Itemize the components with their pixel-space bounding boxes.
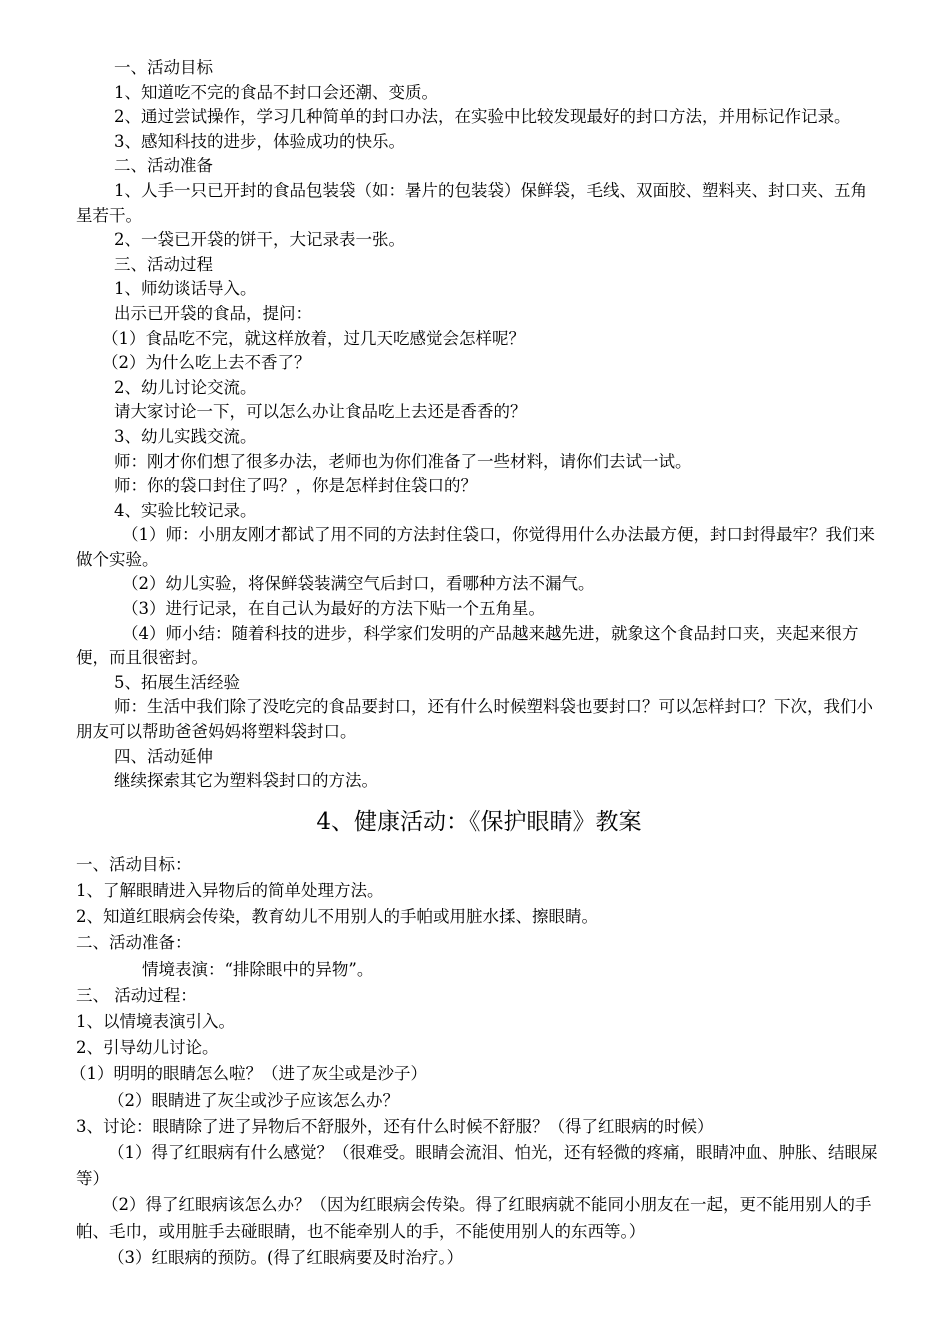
paragraph: 2、知道红眼病会传染，教育幼儿不用别人的手帕或用脏水揉、擦眼睛。: [76, 907, 598, 927]
heading-goals: 一、活动目标: [114, 58, 213, 77]
paragraph: 3、幼儿实践交流。: [114, 426, 257, 446]
heading-goals: 一、活动目标：: [76, 854, 192, 874]
heading-process: 三、 活动过程：: [76, 985, 197, 1005]
section-eye-protection: [70, 852, 882, 1271]
paragraph: （4）师小结：随着科技的进步，科学家们发明的产品越来越先进，就象这个食品封口夹，夹起来很方便，而且很密封。: [76, 623, 859, 668]
paragraph: 情境表演：“排除眼中的异物”。: [142, 959, 374, 979]
document-body: [70, 56, 882, 1271]
paragraph: 1、了解眼睛进入异物后的简单处理方法。: [76, 881, 384, 901]
paragraph: 请大家讨论一下，可以怎么办让食品吃上去还是香香的？: [114, 402, 527, 422]
paragraph: （3）红眼病的预防。(得了红眼病要及时治疗。）: [108, 1247, 464, 1267]
paragraph: 师：生活中我们除了没吃完的食品要封口，还有什么时候塑料袋也要封口？可以怎样封口？下次，我们小朋友可以帮助爸爸妈妈将塑料袋封口。: [76, 697, 873, 742]
paragraph: 3、感知科技的进步，体验成功的快乐。: [114, 131, 405, 151]
heading-preparation: 二、活动准备: [114, 156, 213, 176]
paragraph: 1、人手一只已开封的食品包装袋（如：暑片的包装袋）保鲜袋，毛线、双面胶、塑料夹、封口夹、五角星若干。: [76, 180, 867, 225]
heading-preparation: 二、活动准备：: [76, 933, 192, 953]
paragraph: 出示已开袋的食品，提问：: [114, 303, 312, 323]
paragraph: （2）幼儿实验，将保鲜袋装满空气后封口，看哪种方法不漏气。: [122, 574, 595, 594]
paragraph: （2）得了红眼病该怎么办？（因为红眼病会传染。得了红眼病就不能同小朋友在一起，更不能用别人的手帕、毛巾，或用脏手去碰眼睛，也不能牵别人的手，不能使用别人的东西等。）: [76, 1195, 872, 1241]
paragraph: （1）师：小朋友刚才都试了用不同的方法封住袋口，你觉得用什么办法最方便，封口封得最牢？我们来做个实验。: [76, 525, 875, 569]
lesson-title: 4、健康活动：《保护眼睛》教案: [316, 808, 642, 835]
paragraph: 2、引导幼儿讨论。: [76, 1038, 219, 1058]
paragraph: 1、师幼谈话导入。: [114, 279, 257, 299]
section-sealing-activity: [76, 56, 882, 794]
paragraph: 5、拓展生活经验: [114, 672, 240, 692]
paragraph: 1、以情境表演引入。: [76, 1012, 235, 1032]
paragraph: 3、讨论：眼睛除了进了异物后不舒服外，还有什么时候不舒服？（得了红眼病的时候）: [76, 1116, 714, 1136]
paragraph: 师：刚才你们想了很多办法，老师也为你们准备了一些材料，请你们去试一试。: [114, 451, 692, 471]
paragraph: 2、通过尝试操作，学习几种简单的封口办法，在实验中比较发现最好的封口方法，并用标记作记录。: [114, 107, 851, 127]
paragraph: 继续探索其它为塑料袋封口的方法。: [114, 771, 378, 791]
paragraph: （1）明明的眼睛怎么啦？（进了灰尘或是沙子）: [70, 1064, 427, 1084]
paragraph: （1）得了红眼病有什么感觉？（很难受。眼睛会流泪、怕光，还有轻微的疼痛，眼睛冲血、肿胀、结眼屎等）: [76, 1143, 878, 1189]
paragraph: （3）进行记录，在自己认为最好的方法下贴一个五角星。: [122, 599, 545, 619]
paragraph: 2、幼儿讨论交流。: [114, 377, 257, 397]
paragraph: （2）为什么吃上去不香了？: [102, 353, 311, 373]
paragraph: （1）食品吃不完，就这样放着，过几天吃感觉会怎样呢？: [102, 328, 525, 348]
heading-extension: 四、活动延伸: [114, 746, 213, 766]
paragraph: 2、一袋已开袋的饼干，大记录表一张。: [114, 230, 405, 250]
paragraph: 1、知道吃不完的食品不封口会还潮、变质。: [114, 82, 438, 102]
paragraph: 师：你的袋口封住了吗？，你是怎样封住袋口的？: [114, 476, 477, 496]
heading-process: 三、活动过程: [114, 254, 213, 274]
paragraph: （2）眼睛进了灰尘或沙子应该怎么办？: [108, 1090, 399, 1110]
paragraph: 4、实验比较记录。: [114, 500, 257, 520]
